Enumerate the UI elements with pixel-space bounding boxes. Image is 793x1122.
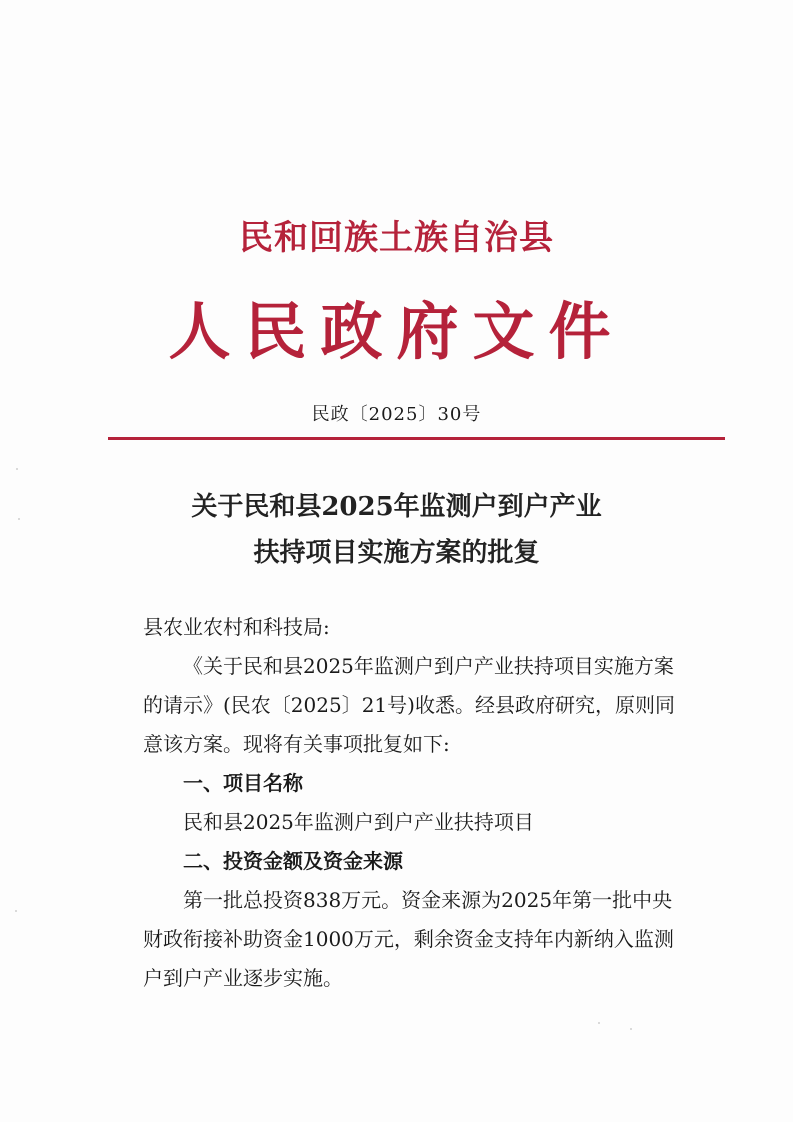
paragraph: 《关于民和县2025年监测户到户产业扶持项目实施方案的请示》(民农〔2025〕21号)收悉。经县政府研究，原则同意该方案。现将有关事项批复如下: (143, 654, 675, 756)
document-number: 民政〔2025〕30号 (311, 404, 482, 425)
document-title (0, 484, 793, 576)
section-text-2: 第一批总投资838万元。资金来源为2025年第一批中央财政衔接补助资金1000万元，剩余资金支持年内新纳入监测户到户产业逐步实施。 (143, 888, 674, 990)
scan-speck (598, 1022, 600, 1024)
section-heading-1: 一、项目名称 (183, 771, 303, 795)
title-line-1: 关于民和县2025年监测户到户产业 (191, 492, 602, 522)
section-text-1: 民和县2025年监测户到户产业扶持项目 (183, 810, 534, 834)
addressee: 县农业农村和科技局: (143, 615, 330, 639)
issuer-name: 民和回族土族自治县 (239, 218, 554, 258)
document-body (143, 608, 683, 998)
scan-speck (18, 518, 20, 520)
scan-speck (630, 1028, 632, 1030)
document-header-title: 人民政府文件 (168, 295, 625, 368)
scan-speck (15, 910, 17, 912)
section-heading-2: 二、投资金额及资金来源 (183, 849, 403, 873)
title-line-2: 扶持项目实施方案的批复 (253, 538, 540, 568)
red-divider-line (108, 437, 725, 440)
scan-speck (16, 468, 18, 470)
